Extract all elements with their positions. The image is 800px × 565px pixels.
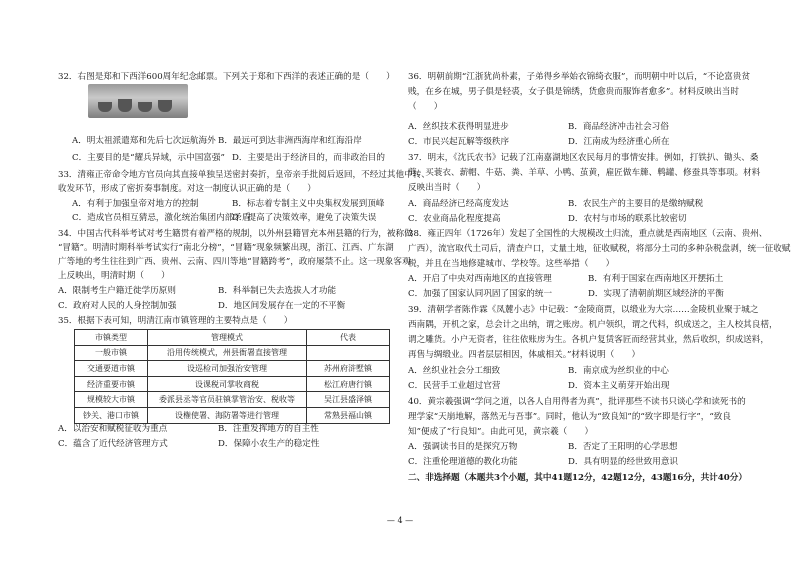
q34-stem-3: 广等地的考生往往到广西、贵州、云南、四川等地“冒籍跨考”，政府屡禁不止。这一现象客观 [58, 257, 411, 267]
q33-stem-2: 收发环节，形成了密折奏事制度。对这一制度认识正确的是（ ） [58, 184, 316, 194]
table-cell: 钞关、港口市镇 [75, 407, 148, 423]
table-row [75, 407, 390, 423]
q36-option-d: D．江南成为经济重心所在 [568, 137, 670, 147]
q40-option-b: B．否定了王阳明的心学思想 [568, 442, 678, 452]
q32-option-d: D．主要是出于经济目的，而非政治目的 [232, 153, 385, 163]
q34-option-b: B．科举制已失去选拔人才功能 [218, 286, 337, 296]
table-cell: 交通要道市镇 [75, 361, 148, 377]
section-heading: 二、非选择题（本题共3个小题，其中41题12分，42题12分，43题16分，共计40分） [408, 473, 747, 483]
table-header: 代表 [307, 330, 390, 346]
q39-option-b: B．南京成为丝织业的中心 [568, 366, 669, 376]
table-cell: 松江府唐行镇 [307, 376, 390, 392]
q35-stem: 35．根据下表可知，明清江南市镇管理的主要特点是（ ） [58, 316, 293, 326]
q34-option-a: A．限制考生户籍迁徙学历原则 [58, 286, 176, 296]
q37-option-b: B．农民生产的主要目的是缴纳赋税 [568, 199, 704, 209]
q36-stem-3: （ ） [408, 102, 443, 112]
table-cell: 设课税司掌收商税 [148, 376, 307, 392]
q39-stem-3: 谓之雕货。小户无资者，往往依账房为生。各机户复赁客匠而经营其业，然后收织，织成送料， [408, 335, 769, 345]
q33-option-b: B．标志着专制主义中央集权发展到顶峰 [232, 199, 385, 209]
table-row [75, 392, 390, 408]
q38-stem-3: 税，并且在当地修建城市、学校等。这些举措（ ） [408, 259, 615, 269]
table-cell: 沿用传统模式，州县衙署直接管理 [148, 345, 307, 361]
q33-option-d: D．提高了决策效率，避免了决策失误 [232, 213, 377, 223]
table-row [75, 376, 390, 392]
table-cell [307, 345, 390, 361]
q40-option-a: A．强调读书目的是探究万物 [408, 442, 518, 452]
q34-option-c: C．政府对人民的人身控制加强 [58, 301, 177, 311]
table-row [75, 361, 390, 377]
q39-stem-4: 再售与绸缎业。四者层层相因，体戚相关。”材料说明（ ） [408, 350, 641, 360]
q35-option-d: D．保障小农生产的稳定性 [218, 439, 320, 449]
q37-option-c: C．农业商品化程度提高 [408, 214, 501, 224]
q40-stem-3: 知”便成了“行良知”。由此可见，黄宗羲（ ） [408, 427, 594, 437]
q36-option-b: B．商品经济冲击社会习俗 [568, 122, 669, 132]
table-cell: 经济重要市镇 [75, 376, 148, 392]
q37-option-a: A．商品经济已经高度发达 [408, 199, 509, 209]
q34-stem-1: 34．中国古代科举考试对考生籍贯有着严格的规制，以外州县籍冒充本州县籍的行为，被称做 [58, 229, 413, 239]
stamp-image [88, 84, 188, 118]
q37-option-d: D．农村与市场的联系比较密切 [568, 214, 687, 224]
q39-stem-2: 西南隅，开机之家，总会计之出纳，谓之账房。机户领织，谓之代料，织成送之，主人校其良楛， [408, 320, 778, 330]
q36-stem-1: 36．明朝前期“江浙犹尚朴素，子弟得乡举始衣锦绮衣服”，而明朝中叶以后，“不论富贵贫 [408, 72, 751, 82]
q36-option-c: C．市民兴起瓦解等级秩序 [408, 137, 510, 147]
q37-stem-2: 剪，买蓑衣、薪帽、牛菇、粪、羊草、小鸭、茧黄，雇匠做车簰、鹎罐、修蚕具等事项。材料 [408, 168, 761, 178]
q32-option-b: B．最远可到达非洲西海岸和红海沿岸 [218, 136, 362, 146]
q34-stem-4: 上反映出，明清时期（ ） [58, 271, 170, 281]
q39-option-c: C．民营手工业超过官营 [408, 381, 501, 391]
q40-option-c: C．注重伦理道德的教化功能 [408, 457, 518, 467]
q39-stem-1: 39．清朝学者陈作霖《凤麓小志》中记载：“金陵商贾，以缎业为大宗……金陵机业聚于城之 [408, 305, 759, 315]
table-header: 管理模式 [148, 330, 307, 346]
q40-option-d: D．具有明显的经世致用意识 [568, 457, 679, 467]
table-cell: 规模较大市镇 [75, 392, 148, 408]
q38-option-d: D．实现了清朝前期区域经济的平衡 [588, 289, 724, 299]
table-cell: 委派县丞等官员驻镇掌管治安、税收等 [148, 392, 307, 408]
q35-option-b: B．注重发挥地方的自主性 [218, 424, 319, 434]
q38-option-c: C．加强了国家认同巩固了国家的统一 [408, 289, 553, 299]
q40-stem-2: 理学家“天崩地解，落然无与吾事”。同时，他认为“致良知”的“致字即是行字”，“致良 [408, 412, 731, 422]
market-town-table [74, 329, 390, 424]
q36-option-a: A．丝织技术获得明显进步 [408, 122, 509, 132]
q34-stem-2: “冒籍”。明清时期科举考试实行“南北分榜”，“冒籍”现象频繁出现，浙江、江西、广东湖 [58, 243, 394, 253]
table-cell: 常熟县福山镇 [307, 407, 390, 423]
table-cell: 苏州府浒墅镇 [307, 361, 390, 377]
table-cell: 一般市镇 [75, 345, 148, 361]
q39-option-d: D．资本主义萌芽开始出现 [568, 381, 670, 391]
q35-option-c: C．蕴含了近代经济管理方式 [58, 439, 168, 449]
table-cell: 吴江县盛泽镇 [307, 392, 390, 408]
table-row [75, 345, 390, 361]
q37-stem-3: 反映出当时（ ） [408, 183, 486, 193]
q38-stem-1: 38．雍正四年（1726年）发起了全国性的大规模改土归流，重点就是西南地区（云南、贵州、 [408, 229, 768, 239]
q38-option-a: A．开启了中央对西南地区的直接管理 [408, 274, 552, 284]
table-cell: 设巡检司加强治安管理 [148, 361, 307, 377]
page-number: — 4 — [386, 516, 414, 525]
q32-option-c: C．主要目的是“耀兵异域，示中国富强” [72, 153, 225, 163]
q36-stem-2: 贱，在乡在城，男子俱是轻裘，女子俱是锦绣，货愈贵而服饰者愈多”。材料反映出当时 [408, 87, 739, 97]
q33-option-a: A．有利于加强皇帝对地方的控制 [72, 199, 199, 209]
q38-option-b: B．有利于国家在西南地区开摆拓土 [588, 274, 724, 284]
table-header-row [75, 330, 390, 346]
q37-stem-1: 37．明末，《沈氏农书》记载了江南嘉湖地区农民每月的事情安排。例如，打铁扒、锄头、桑 [408, 153, 759, 163]
q40-stem-1: 40．黄宗羲强调“学问之道，以各人自用得者为真”，批评那些不读书只谈心学和读死书的 [408, 397, 746, 407]
q33-stem-1: 33．清雍正帝命令地方官员向其直接单独呈送密封奏折，皇帝亲手批阅后返回，不经过其他中转、 [58, 170, 430, 180]
q35-option-a: A．以治安和赋税征收为重点 [58, 424, 168, 434]
table-cell: 设権使署、海防署等进行管理 [148, 407, 307, 423]
q32-option-a: A．明太祖派遣郑和先后七次远航海外 [72, 136, 216, 146]
q34-option-d: D．地区间发展存在一定的不平衡 [218, 301, 346, 311]
table-header: 市镇类型 [75, 330, 148, 346]
q32-stem: 32．右图是郑和下西洋600周年纪念邮票。下列关于郑和下西洋的表述正确的是（ ） [58, 72, 395, 82]
q38-stem-2: 广西），流官取代土司后，清查户口，丈量土地，征收赋税，将部分土司的多种杂税盘剥，统一征收赋 [408, 244, 791, 254]
q39-option-a: A．丝织业社会分工细致 [408, 366, 501, 376]
q33-option-c: C．造成官员相互猜忌，激化统治集团内部矛盾 [72, 213, 251, 223]
